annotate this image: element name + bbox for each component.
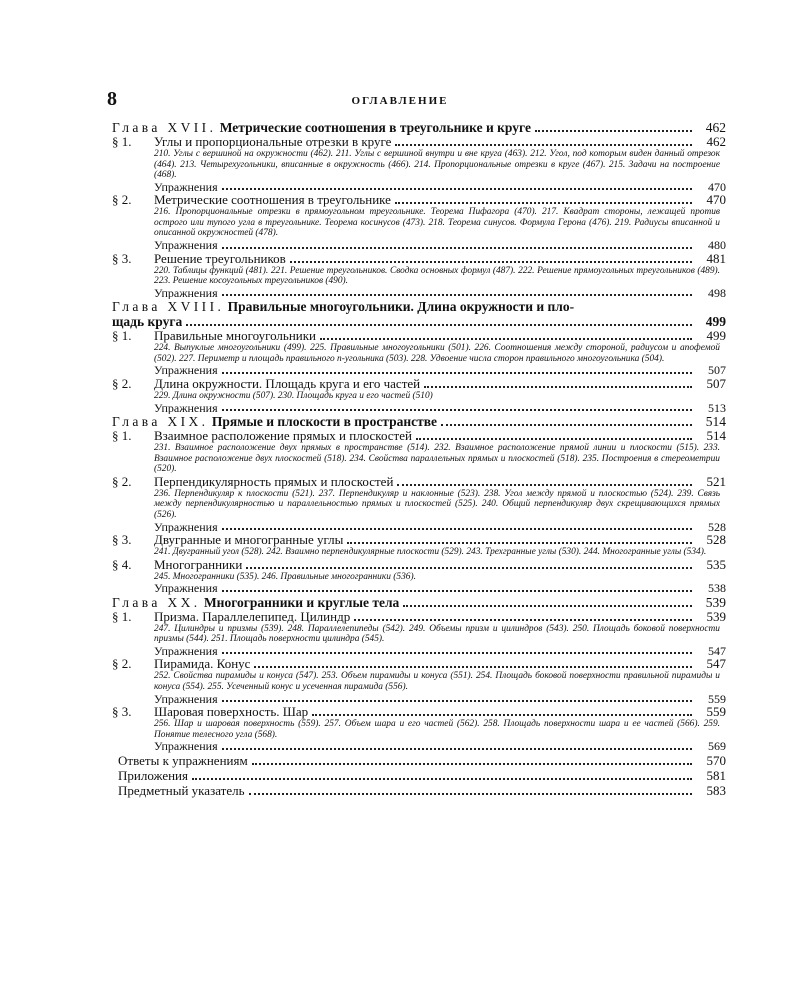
entry-title xyxy=(112,135,391,149)
section-title: Решение треугольников xyxy=(154,251,286,266)
exercises-entry[interactable] xyxy=(112,287,726,300)
entry-title: Предметный указатель xyxy=(118,782,245,798)
backmatter-entry[interactable] xyxy=(112,768,726,783)
dot-leader xyxy=(222,697,692,702)
page-ref: 481 xyxy=(706,251,726,266)
dot-leader xyxy=(395,199,692,204)
section-description: 252. Свойства пирамиды и конуса (547). 253. Объем пирамиды и конуса (551). 254. Площадь боковой поверхности правильной пирамиды и конуса (554). 255. Усеченный конус и усеченная пирамида (556). xyxy=(154,671,720,693)
section-title: Перпендикулярность прямых и плоскостей xyxy=(154,474,394,489)
section-description: 236. Перпендикуляр к плоскости (521). 237. Перпендикуляр и наклонные (523). 238. Угол между прямой и плоскостью (524). 239. Связь между перпендикулярностью и параллельностью прямых и плоскостей (525). 240. Общий перпендикуляр двух скрещивающихся прямых (526). xyxy=(154,488,720,520)
exercises-entry[interactable] xyxy=(112,181,726,194)
entry-title: Приложения xyxy=(118,767,188,783)
entry-title: Упражнения xyxy=(154,286,218,300)
section-description: 241. Двугранный угол (528). 242. Взаимно перпендикулярные плоскости (529). 243. Трехгранные углы (530). 244. Многогранные углы (534). xyxy=(154,547,707,558)
entry-title: Упражнения xyxy=(154,239,218,252)
chapter-label: Глава XVIII. xyxy=(112,299,225,315)
section-number: § 1. xyxy=(112,329,132,344)
exercises-entry[interactable] xyxy=(112,521,726,534)
entry-title xyxy=(112,329,316,343)
section-title: Пирамида. Конус xyxy=(154,657,251,672)
entry-title xyxy=(112,414,437,429)
page-title: ОГЛАВЛЕНИЕ xyxy=(351,95,449,107)
entry-title xyxy=(112,705,308,719)
section-entry[interactable] xyxy=(112,610,726,624)
dot-leader xyxy=(186,321,692,326)
section-description: 216. Пропорциональные отрезки в прямоугольном треугольнике. Теорема Пифагора (470). 217. Квадрат стороны, лежащей против острого или тупого угла в треугольнике. Теорема косинусов (473). 218. Теорема синусов. Формула Герона (476). 219. Радиусы вписанной и описанной окружностей (478). xyxy=(154,207,720,239)
section-number: § 2. xyxy=(112,657,132,672)
dot-leader xyxy=(222,291,692,296)
page-ref: 462 xyxy=(706,135,726,149)
section-number: § 2. xyxy=(112,474,132,489)
exercises-entry[interactable] xyxy=(112,645,726,658)
section-title: Призма. Параллелепипед. Цилиндр xyxy=(154,609,351,624)
entry-title: Упражнения xyxy=(154,692,218,706)
dot-leader xyxy=(290,258,692,263)
section-title: Углы и пропорциональные отрезки в круге xyxy=(154,135,392,149)
section-number: § 2. xyxy=(112,193,132,208)
section-number: § 1. xyxy=(112,609,132,624)
page-ref: 581 xyxy=(706,767,726,783)
section-description: 256. Шар и шаровая поверхность (559). 257. Объем шара и его частей (562). 258. Площадь поверхности шара и ее частей (566). 259. Понятие телесного угла (568). xyxy=(154,719,720,740)
section-entry[interactable] xyxy=(112,475,726,489)
section-number: § 3. xyxy=(112,533,132,548)
section-entry[interactable] xyxy=(112,135,726,149)
section-entry[interactable] xyxy=(112,558,726,572)
page-ref: 521 xyxy=(706,474,726,489)
chapter-title: Правильные многоугольники. Длина окружности и пло- xyxy=(227,299,575,315)
dot-leader xyxy=(312,711,692,716)
entry-title xyxy=(112,429,412,443)
dot-leader xyxy=(424,383,692,388)
section-entry[interactable] xyxy=(112,705,726,719)
dot-leader xyxy=(246,564,692,569)
page-ref: 498 xyxy=(708,286,726,300)
dot-leader xyxy=(320,335,692,340)
dot-leader xyxy=(535,127,692,132)
entry-title: Упражнения xyxy=(154,582,218,595)
page-ref: 470 xyxy=(706,193,726,208)
page-ref: 528 xyxy=(706,533,726,548)
page-ref: 539 xyxy=(706,609,726,624)
section-number: § 3. xyxy=(112,705,132,720)
section-number: § 4. xyxy=(112,557,132,572)
entry-title: Упражнения xyxy=(154,364,218,377)
page-ref: 462 xyxy=(705,120,726,135)
entry-title xyxy=(112,657,250,671)
section-description: 229. Длина окружности (507). 230. Площадь круга и его частей (510) xyxy=(154,390,433,401)
section-entry[interactable] xyxy=(112,193,726,207)
dot-leader xyxy=(222,745,692,750)
entry-title: Упражнения xyxy=(154,740,218,753)
entry-title xyxy=(112,377,420,391)
page-ref: 535 xyxy=(706,557,726,572)
section-entry[interactable] xyxy=(112,252,726,266)
section-title: Метрические соотношения в треугольнике xyxy=(154,193,391,208)
entry-title xyxy=(112,595,399,610)
chapter-title: Прямые и плоскости в пространстве xyxy=(211,414,438,430)
dot-leader xyxy=(222,649,692,654)
dot-leader xyxy=(222,185,692,190)
exercises-entry[interactable] xyxy=(112,402,726,415)
dot-leader xyxy=(222,369,692,374)
section-number: § 3. xyxy=(112,251,132,266)
entry-title: Упражнения xyxy=(154,180,218,194)
dot-leader xyxy=(395,141,692,146)
section-entry[interactable] xyxy=(112,329,726,343)
page-ref: 570 xyxy=(706,752,726,768)
section-title: Взаимное расположение прямых и плоскостей xyxy=(154,429,412,444)
dot-leader xyxy=(222,244,692,249)
chapter-label: Глава XIX. xyxy=(112,414,209,430)
section-description: 245. Многогранники (535). 246. Правильные многогранники (536). xyxy=(154,571,416,582)
page-ref: 507 xyxy=(708,364,726,377)
section-description: 220. Таблицы функций (481). 221. Решение треугольников. Сводка основных формул (487). 222. Решение прямоугольных треугольников (489). 223. Решение косоугольных треугольников (490). xyxy=(154,265,720,287)
dot-leader xyxy=(222,587,692,592)
dot-leader xyxy=(403,602,692,607)
entry-title: Ответы к упражнениям xyxy=(118,752,248,768)
chapter-title: Многогранники и круглые тела xyxy=(203,594,400,610)
exercises-entry[interactable] xyxy=(112,239,726,252)
dot-leader xyxy=(397,481,692,486)
entry-title xyxy=(112,120,531,135)
page-ref: 559 xyxy=(706,705,726,720)
entry-title: Упражнения xyxy=(154,644,218,658)
chapter-heading[interactable] xyxy=(112,414,726,429)
dot-leader xyxy=(249,790,692,795)
section-description: 224. Выпуклые многоугольники (499). 225. Правильные многоугольники (501). 226. Соотношения между стороной, радиусом и апофемой (502). 227. Периметр и площадь правильного n-угольника (503). 228. Удвоение числа сторон правильного многоугольника (504). xyxy=(154,343,720,364)
section-number: § 1. xyxy=(112,429,132,444)
dot-leader xyxy=(441,421,692,426)
entry-title: Упражнения xyxy=(154,401,218,415)
exercises-entry[interactable] xyxy=(112,582,726,595)
page-ref: 559 xyxy=(708,692,726,706)
chapter-label: Глава XVII. xyxy=(112,120,217,135)
section-entry[interactable] xyxy=(112,377,726,391)
page-ref: 499 xyxy=(705,314,726,330)
chapter-heading[interactable] xyxy=(112,595,726,610)
exercises-entry[interactable] xyxy=(112,693,726,706)
chapter-heading-cont[interactable] xyxy=(112,314,726,329)
entry-title xyxy=(112,252,286,266)
entry-title xyxy=(112,533,343,547)
section-entry[interactable] xyxy=(112,533,726,547)
exercises-entry[interactable] xyxy=(112,364,726,377)
exercises-entry[interactable] xyxy=(112,740,726,753)
dot-leader xyxy=(347,539,692,544)
page-ref: 538 xyxy=(708,582,726,595)
page-ref: 513 xyxy=(708,401,726,415)
page-ref: 514 xyxy=(706,429,726,444)
dot-leader xyxy=(354,616,692,621)
page-ref: 507 xyxy=(706,376,726,391)
page-ref: 528 xyxy=(708,520,726,534)
section-entry[interactable] xyxy=(112,429,726,443)
page-ref: 480 xyxy=(708,239,726,252)
section-title: Многогранники xyxy=(154,557,243,572)
section-description: 210. Углы с вершиной на окружности (462). 211. Углы с вершиной внутри и вне круга (463). 212. Угол, под которым виден данный отрезок (464). 213. Четырехугольники, вписанные в окружность (466). 214. Пропорциональные отрезки в круге (467). 215. Задачи на построение (468). xyxy=(154,149,720,181)
page-ref: 470 xyxy=(708,180,726,194)
table-of-contents xyxy=(112,120,726,798)
dot-leader xyxy=(254,663,692,668)
page-ref: 569 xyxy=(708,740,726,753)
entry-title xyxy=(112,475,393,489)
dot-leader xyxy=(416,435,692,440)
page-ref: 583 xyxy=(706,782,726,798)
entry-title xyxy=(112,610,350,624)
dot-leader xyxy=(222,406,692,411)
dot-leader xyxy=(252,760,692,765)
page-ref: 514 xyxy=(705,414,726,430)
section-description: 247. Цилиндры и призмы (539). 248. Параллелепипеды (542). 249. Объемы призм и цилиндров (543). 250. Площадь боковой поверхности призмы (544). 251. Площадь поверхности цилиндра (545). xyxy=(154,623,720,645)
page-number: 8 xyxy=(107,88,117,110)
chapter-title-cont: щадь круга xyxy=(112,314,183,330)
chapter-heading[interactable] xyxy=(112,120,726,135)
page-ref: 547 xyxy=(706,657,726,672)
backmatter-entry[interactable] xyxy=(112,753,726,768)
section-title: Длина окружности. Площадь круга и его частей xyxy=(154,376,421,391)
section-description: 231. Взаимное расположение двух прямых в пространстве (514). 232. Взаимное расположение прямой линии и плоскости (515). 233. Взаимное расположение двух плоскостей (518). 234. Свойства параллельных прямых и плоскостей (518). 235. Построения в стереометрии (520). xyxy=(154,443,720,475)
page-ref: 539 xyxy=(705,594,726,610)
chapter-title: Метрические соотношения в треугольнике и круге xyxy=(219,120,531,135)
section-title: Двугранные и многогранные углы xyxy=(154,533,344,548)
dot-leader xyxy=(222,525,692,530)
page-ref: 499 xyxy=(706,329,726,344)
section-number: § 2. xyxy=(112,376,132,391)
section-entry[interactable] xyxy=(112,657,726,671)
backmatter-entry[interactable] xyxy=(112,783,726,798)
section-number: § 1. xyxy=(112,135,132,149)
chapter-heading[interactable] xyxy=(112,299,726,314)
entry-title xyxy=(112,558,242,572)
entry-title xyxy=(112,193,391,207)
dot-leader xyxy=(192,775,692,780)
section-title: Правильные многоугольники xyxy=(154,329,317,344)
entry-title: Упражнения xyxy=(154,520,218,534)
page-ref: 547 xyxy=(708,644,726,658)
chapter-label: Глава XX. xyxy=(112,594,201,610)
section-title: Шаровая поверхность. Шар xyxy=(154,705,309,720)
